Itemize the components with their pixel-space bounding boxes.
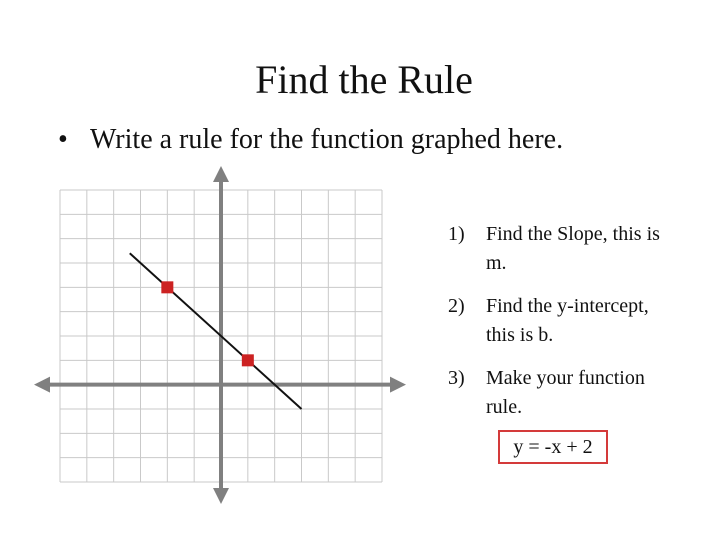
- steps-list: [448, 220, 682, 436]
- step-text: Find the Slope, this is m.: [486, 223, 660, 274]
- y-axis-up-arrow-icon: [213, 166, 229, 182]
- bullet-text: Write a rule for the function graphed here.: [90, 124, 564, 155]
- step-item: [448, 220, 682, 278]
- step-item: [448, 364, 682, 422]
- step-number: 1): [448, 223, 465, 245]
- answer-box: y = -x + 2: [498, 430, 608, 464]
- coordinate-graph: [30, 162, 410, 508]
- x-axis-left-arrow-icon: [34, 377, 50, 393]
- slide-title: Find the Rule: [255, 57, 473, 102]
- step-number: 3): [448, 367, 465, 389]
- step-item: [448, 292, 682, 350]
- x-axis-right-arrow-icon: [390, 377, 406, 393]
- step-text: Make your function rule.: [486, 367, 645, 418]
- step-text: Find the y-intercept, this is b.: [486, 295, 649, 346]
- plotted-point: [161, 281, 173, 293]
- plotted-point: [242, 354, 254, 366]
- bullet-item: [58, 122, 563, 158]
- y-axis-down-arrow-icon: [213, 488, 229, 504]
- step-number: 2): [448, 295, 465, 317]
- bullet-icon: •: [58, 124, 68, 155]
